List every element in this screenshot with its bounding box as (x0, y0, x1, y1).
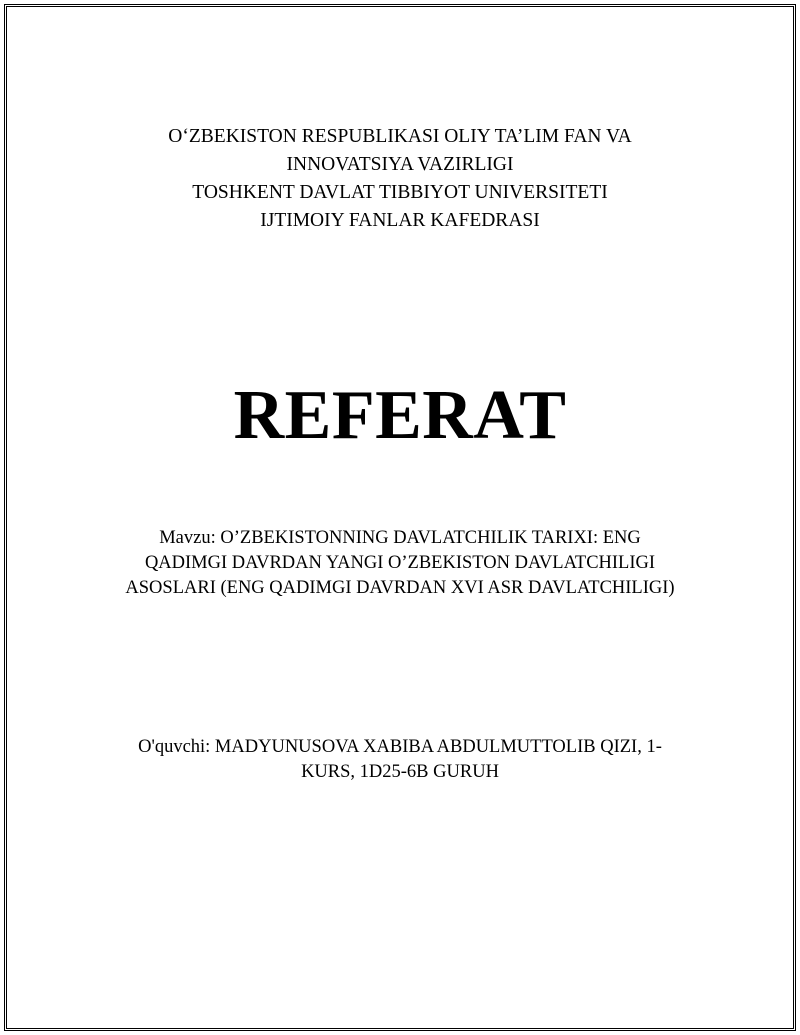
header-line-ministry-continued: INNOVATSIYA VAZIRLIGI (286, 154, 514, 175)
topic-line-1: Mavzu: O’ZBEKISTONNING DAVLATCHILIK TARIXI: ENG (159, 528, 641, 548)
student-info (0, 735, 800, 785)
topic-line-3: ASOSLARI (ENG QADIMGI DAVRDAN XVI ASR DAVLATCHILIGI) (125, 578, 675, 598)
header-line-department: IJTIMOIY FANLAR KAFEDRASI (260, 210, 540, 231)
institution-header (0, 123, 800, 235)
header-line-university: TOSHKENT DAVLAT TIBBIYOT UNIVERSITETI (192, 182, 608, 203)
document-title: REFERAT (233, 377, 567, 454)
header-line-ministry: O‘ZBEKISTON RESPUBLIKASI OLIY TA’LIM FAN VA (168, 126, 632, 147)
topic-block (0, 526, 800, 601)
topic-line-2: QADIMGI DAVRDAN YANGI O’ZBEKISTON DAVLATCHILIGI (144, 553, 656, 573)
student-line-1: O'quvchi: MADYUNUSOVA XABIBA ABDULMUTTOLIB QIZI, 1- (138, 737, 662, 757)
student-line-2: KURS, 1D25-6B GURUH (301, 762, 499, 782)
